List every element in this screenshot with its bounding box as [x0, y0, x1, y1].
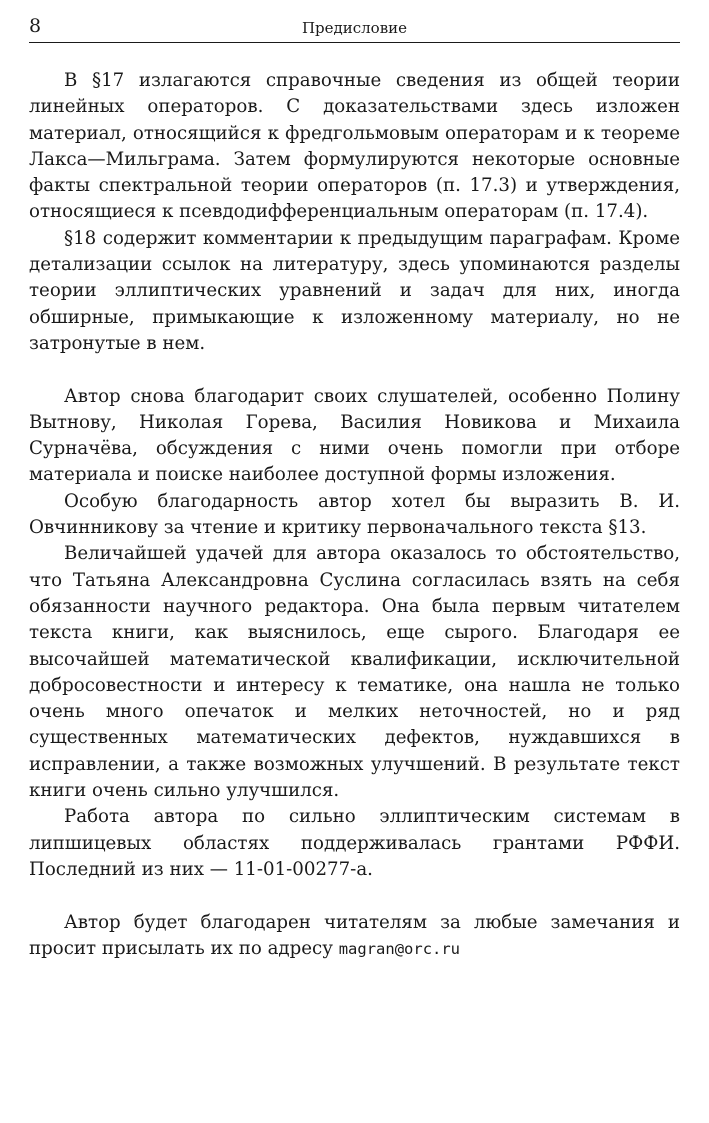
running-title: Предисловие [301, 19, 408, 37]
paragraph-closing [29, 910, 680, 963]
page-body [29, 68, 680, 962]
page-number: 8 [29, 15, 42, 37]
paragraph-thanks-editor: Величайшей удачей для автора оказалось то обстоятельство, что Татьяна Александровна Суслина согласилась взять на себя обязанности научного редактора. Она была первым читателем текста книги, как выяснилось, еще сырого. Благодаря ее высочайшей математической квалификации, исключительной добросовестности и интересу к тематике, она нашла не только очень много опечаток и мелких неточностей, но и ряд существенных математических дефектов, нуждавшихся в исправлении, а также возможных улучшений. В результате текст книги очень сильно улучшился. [29, 543, 680, 802]
paragraph-thanks-ovchinnikov: Особую благодарность автор хотел бы выразить В. И. Овчинникову за чтение и критику первоначального текста §13. [29, 490, 680, 539]
page-header [29, 0, 680, 43]
book-page [29, 0, 680, 962]
paragraph-section-17: В §17 излагаются справочные сведения из общей теории линейных операторов. С доказательствами здесь изложен материал, относящийся к фредгольмовым операторам и к теореме Лакса—Мильграма. Затем формулируются некоторые основные факты спектральной теории операторов (п. 17.3) и утверждения, относящиеся к псевдодифференциальным операторам (п. 17.4). [29, 70, 680, 223]
paragraph-thanks-students: Автор снова благодарит своих слушателей, особенно Полину Вытнову, Николая Горева, Василия Новикова и Михаила Сурначёва, обсуждения с ними очень помогли при отборе материала и поиске наиболее доступной формы изложения. [29, 385, 680, 486]
paragraph-section-18: §18 содержит комментарии к предыдущим параграфам. Кроме детализации ссылок на литературу, здесь упоминаются разделы теории эллиптических уравнений и задач для них, иногда обширные, примыкающие к изложенному материалу, но не затронутые в нем. [29, 227, 680, 354]
contact-email[interactable]: magran@orc.ru [338, 939, 461, 958]
paragraph-grants: Работа автора по сильно эллиптическим системам в липшицевых областях поддерживалась грантами РФФИ. Последний из них — 11-01-00277-а. [29, 806, 680, 880]
closing-text: Автор будет благодарен читателям за любые замечания и просит присылать их по адресу [29, 911, 680, 959]
